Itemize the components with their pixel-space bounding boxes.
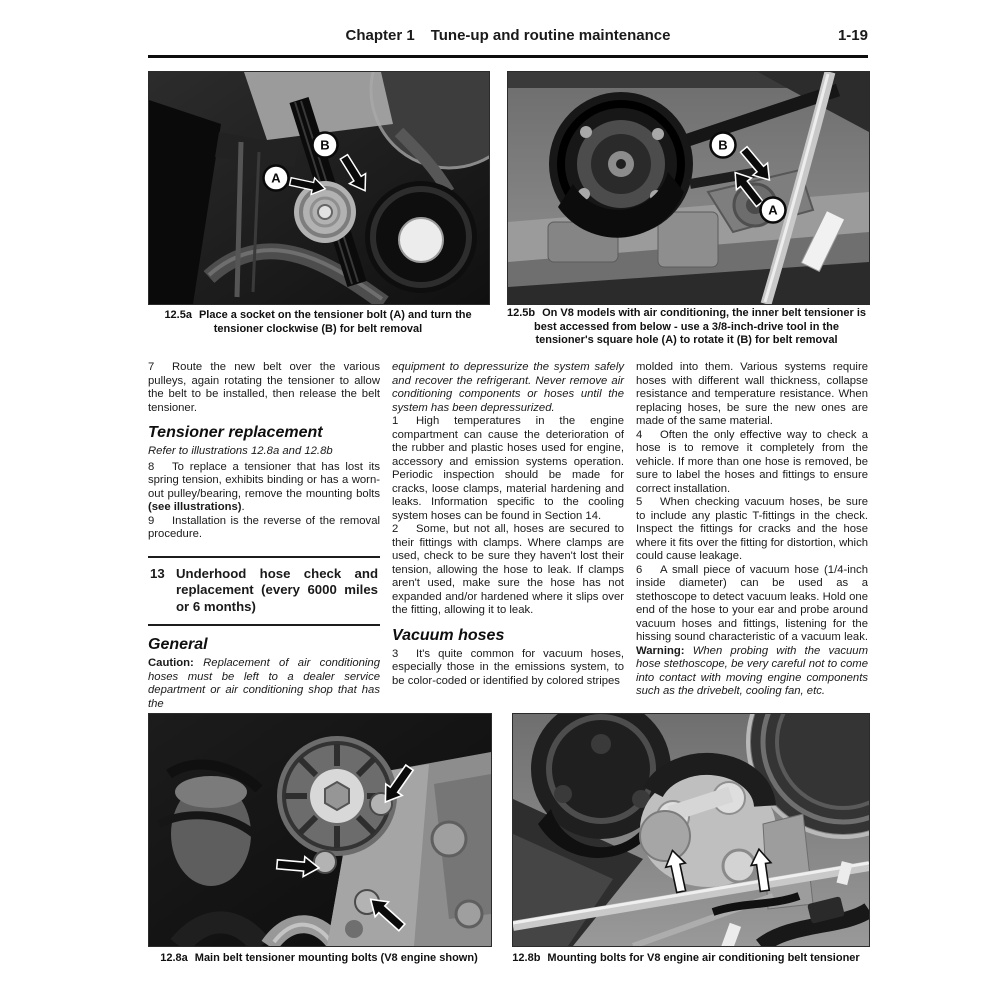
paragraph-9	[148, 515, 380, 542]
figure-caption	[148, 952, 490, 966]
label-a-marker	[264, 166, 289, 191]
figure-12-8b-photo	[512, 713, 870, 947]
section-number: 13	[150, 565, 165, 581]
svg-text:B: B	[718, 137, 728, 153]
idler-pulley	[365, 181, 477, 293]
chapter-title	[148, 27, 868, 44]
figure-number: 12.5b	[506, 307, 536, 319]
chapter-number: Chapter 1	[345, 27, 415, 44]
chapter-name: Tune-up and routine maintenance	[430, 27, 671, 44]
column-middle	[392, 361, 624, 711]
step-number: 2	[392, 523, 399, 535]
engine-bay-photo-art	[508, 72, 869, 304]
paragraph-1	[392, 415, 624, 523]
step-number: 7	[148, 361, 155, 373]
svg-text:B: B	[320, 137, 330, 153]
section-title: Underhood hose check and replacement (every 6000 miles or 6 months)	[176, 565, 378, 614]
subheading-vacuum-hoses: Vacuum hoses	[392, 626, 505, 644]
step-number: 6	[636, 563, 643, 576]
step-text: High temperatures in the engine compartment can cause the deterioration of the rubber and plastic hoses used for engine, accessory and emission systems operation. Periodic inspection should be made for cracks, loose clamps, material hardening and leaks. Information specific to the cooling system hoses can be found in Section 14.	[392, 415, 624, 522]
paragraph-8	[148, 461, 380, 515]
figure-number: 12.8a	[160, 952, 188, 964]
svg-text:A: A	[271, 170, 281, 186]
figure-caption-text: On V8 models with air conditioning, the inner belt tensioner is best accessed from below - use a 3/8-inch-drive tool in the tensioner's square hole (A) to rotate it (B) for belt removal	[533, 307, 867, 346]
column-left	[148, 361, 380, 711]
caution-label: Caution:	[148, 657, 204, 669]
engine-bay-photo-art	[149, 72, 489, 304]
paragraph-3	[392, 648, 624, 689]
label-a-marker	[761, 198, 786, 223]
figure-12-8a-photo	[148, 713, 492, 947]
engine-bay-photo-art	[513, 714, 869, 946]
text-columns	[148, 361, 868, 711]
paragraph-2	[392, 523, 624, 618]
step-number: 5	[636, 496, 643, 508]
header-rule	[148, 55, 868, 58]
figure-number: 12.5a	[164, 309, 192, 321]
step-text: .	[241, 501, 245, 513]
step-number: 8	[148, 460, 155, 473]
engine-bay-photo-art	[149, 714, 491, 946]
figure-12-5a-photo	[148, 71, 490, 305]
figure-caption	[148, 309, 488, 336]
paragraph-5	[636, 496, 868, 564]
figure-number: 12.8b	[512, 952, 541, 964]
step-number: 4	[636, 428, 643, 441]
step-text: To replace a tensioner that has lost its spring tension, exhibits binding or has a worn-out pulley/bearing, remove the mounting bolts	[148, 460, 380, 500]
step-text: It's quite common for vacuum hoses, especially those in the emissions system, to be color-coded or identified by colored stripes	[392, 647, 624, 687]
caution-paragraph	[148, 657, 380, 711]
step-text: A small piece of vacuum hose (1/4-inch inside diameter) can be used as a stethoscope to detect vacuum leaks. Hold one end of the hose to your ear and probe around vacuum hoses and fittings, listening for the hissing sound characteristic of a vacuum leak.	[636, 563, 868, 643]
subheading-tensioner-replacement: Tensioner replacement	[148, 424, 323, 441]
figure-caption	[505, 307, 868, 348]
caution-continuation: equipment to depressurize the system safely and recover the refrigerant. Never remove air conditioning components or hoses until the system has been depressurized.	[392, 361, 624, 414]
figure-caption	[500, 952, 872, 966]
step-number: 3	[392, 647, 399, 660]
section-13-heading-box	[148, 556, 380, 627]
paragraph-7	[148, 361, 380, 415]
subheading-general: General	[148, 636, 208, 653]
step-text: When checking vacuum hoses, be sure to include any plastic T-fittings in the check. Inspect the fittings for cracks and the hose where it fits over the fitting for distortion, which could cause leakage.	[636, 496, 868, 562]
paragraph-4	[636, 429, 868, 497]
page-number: 1-19	[837, 27, 868, 44]
step-number: 9	[148, 514, 155, 527]
paragraph-6	[636, 564, 868, 699]
warning-text: When probing with the vacuum hose stethoscope, be very careful not to come into contact with moving engine components such as the drivebelt, cooling fan, etc.	[636, 644, 868, 697]
bold-run: (see illustrations)	[148, 501, 242, 513]
caution-text: Replacement of air conditioning hoses must be left to a dealer service department or air conditioning shop that has the	[148, 657, 380, 710]
figure-caption-text: Place a socket on the tensioner bolt (A) and turn the tensioner clockwise (B) for belt removal	[198, 309, 472, 335]
step-number: 1	[392, 415, 399, 427]
label-b-marker	[711, 133, 736, 158]
paragraph-3-continuation: molded into them. Various systems require hoses with different wall thickness, collapse resistance and temperature resistance. When replacing hoses, be sure the new ones are made of the same material.	[636, 361, 868, 427]
page-header	[148, 27, 868, 47]
step-text: Often the only effective way to check a hose is to remove it completely from the vehicle. If more than one hose is removed, be sure to label the hoses and fittings to ensure correct installation.	[636, 428, 868, 495]
refer-note: Refer to illustrations 12.8a and 12.8b	[148, 445, 333, 457]
warning-label: Warning:	[636, 644, 693, 657]
step-text: Some, but not all, hoses are secured to their fittings with clamps. Where clamps are used, check to be sure they haven't lost their tension, allowing the hose to leak. If clamps aren't used, make sure the hose has not expanded and/or hardened where it slips over the fitting, allowing it to leak.	[392, 523, 624, 616]
tensioner-pulley	[294, 181, 356, 243]
column-right	[636, 361, 868, 711]
step-text: Installation is the reverse of the removal procedure.	[148, 514, 380, 540]
step-text: Route the new belt over the various pulleys, again rotating the tensioner to allow the belt to be installed, then release the belt tensioner.	[148, 361, 380, 414]
svg-text:A: A	[768, 202, 778, 218]
label-b-marker	[313, 133, 338, 158]
figure-caption-text: Mounting bolts for V8 engine air conditioning belt tensioner	[547, 952, 860, 964]
figure-12-5b-photo	[507, 71, 870, 305]
figure-caption-text: Main belt tensioner mounting bolts (V8 engine shown)	[194, 952, 478, 964]
